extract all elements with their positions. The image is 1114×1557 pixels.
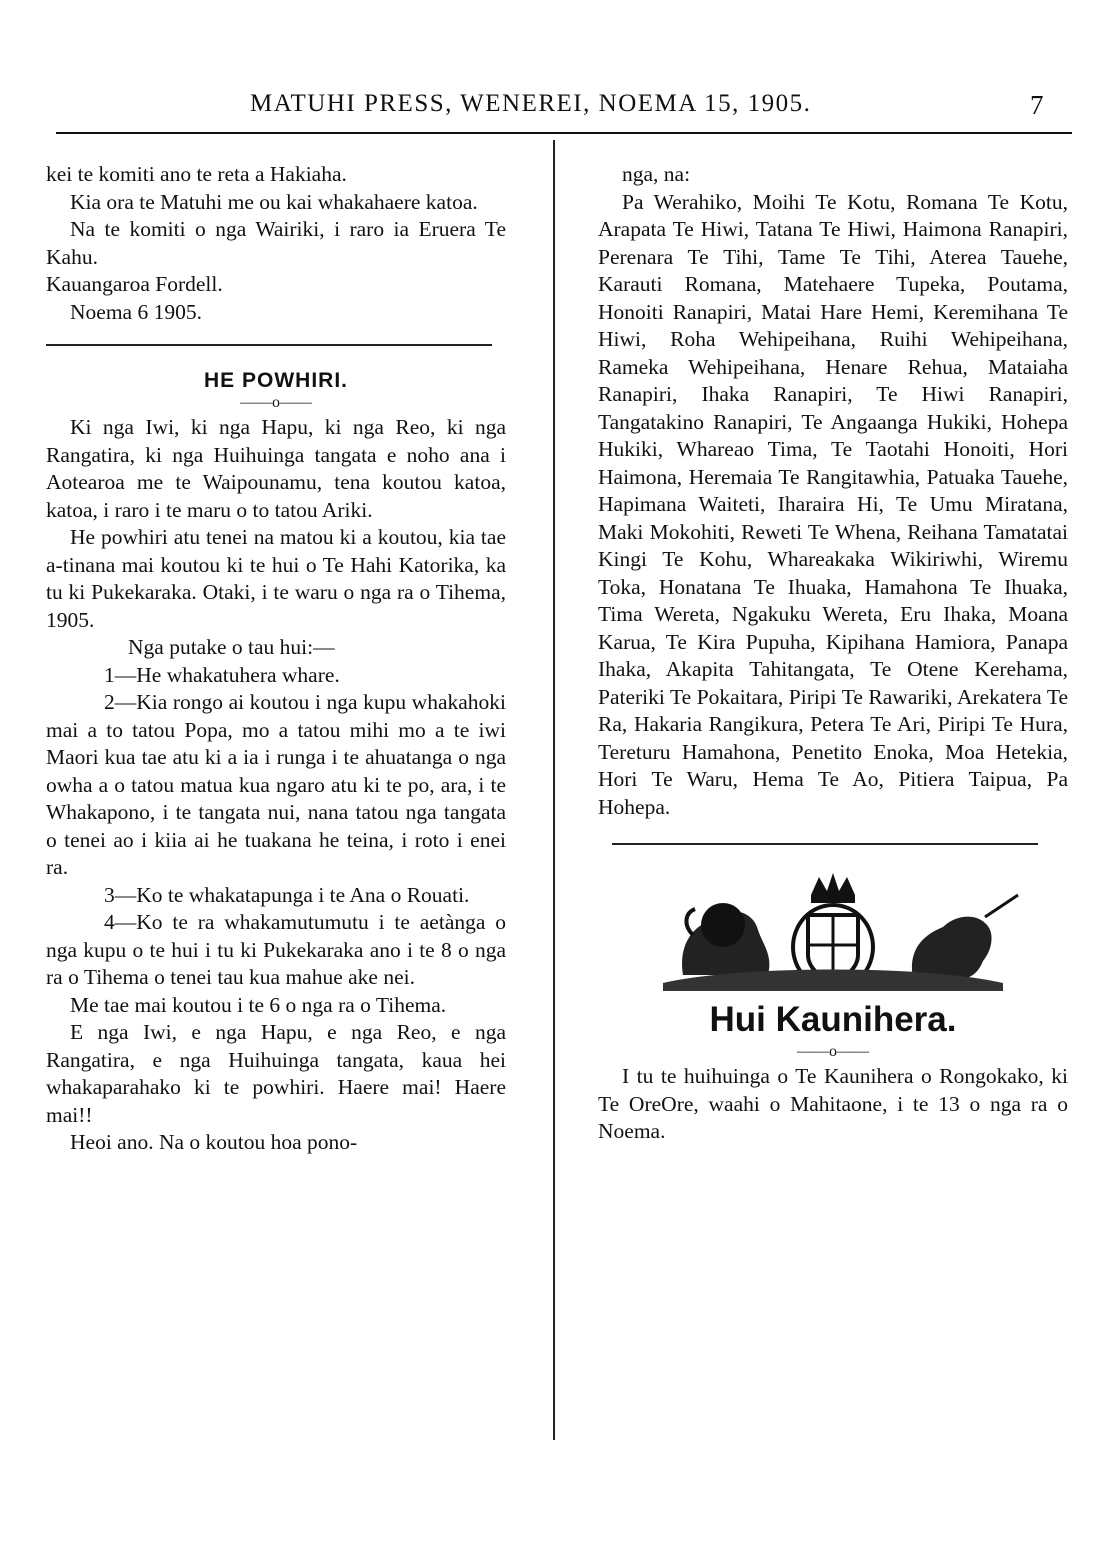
intro-line: kei te komiti ano te reta a Hakiaha.	[46, 162, 347, 186]
column-divider	[553, 140, 555, 1440]
section-title: HE POWHIRI.	[203, 369, 348, 392]
list-item: 3—Ko te whakatapunga i te Ana o Rouati.	[104, 882, 470, 907]
names-list: Pa Werahiko, Moihi Te Kotu, Romana Te Kotu, Arapata Te Hiwi, Tatana Te Hiwi, Haimona Ranapiri, Perenara Te Tihi, Tame Te Tihi, Aterea Tauehe, Karauti Romana, Matehaere Tupeka, Poutama, Honoiti Ranapiri, Matai Hare Hemi, Keremihana Te Hiwi, Roha Wehipeihana, Ruihi Wehipeihana, Rameka Wehipeihana, Henare Rehua, Mataiaha Ranapiri, Ihaka Ranapiri, Te Hiwi Ranapiri, Tangatakino Ranapiri, Te Angaanga Hukiki, Hohepa Hukiki, Whareao Tima, Te Taotahi Honoiti, Hori Haimona, Heremaia Te Rangitawhia, Patuaka Tauehe, Hapimana Waiteti, Iharaira Hi, Te Umu Miratana, Maki Mokohiti, Reweti Te Whena, Reihana Tamatatai Kingi Te Kohu, Whareakaka Wikiriwhi, Wiremu Toka, Honatana Te Ihuaka, Hamahona Te Ihuaka, Tima Wereta, Ngakuku Wereta, Eru Ihaka, Moana Karua, Te Kira Pupuha, Kipihana Hamiora, Panapa Ihaka, Akapita Tahitangata, Te Otene Kerehama, Pateriki Te Pokaitara, Piripi Te Rawariki, Arekatera Te Ra, Hakaria Rangikura, Petera Te Ari, Piripi Te Hura, Tereturu Hamahona, Penetito Enoka, Moa Hetekia, Hori Te Waru, Hema Te Ao, Pitiera Taipua, Pa Hohepa.	[598, 189, 1068, 819]
coat-of-arms-emblem	[623, 865, 1043, 993]
page-header	[0, 84, 1114, 124]
right-column	[598, 161, 1068, 1146]
letter-date: Noema 6 1905.	[70, 299, 202, 324]
list-item: 1—He whakatuhera whare.	[104, 662, 340, 687]
continuation-line: nga, na:	[622, 162, 691, 186]
newspaper-masthead: MATUHI PRESS, WENEREI, NOEMA 15, 1905.	[250, 90, 812, 117]
paragraph: E nga Iwi, e nga Hapu, e nga Reo, e nga Rangatira, e nga Huihuinga tangata, kaua hei whakaparahako ki te powhiri. Haere mai! Haere mai!!	[46, 1020, 506, 1127]
signature: Kauangaroa Fordell.	[46, 272, 223, 296]
section-marker: ——o——	[240, 394, 312, 411]
intro-line: Kia ora te Matuhi me ou kai whakahaere katoa.	[70, 189, 478, 214]
paragraph: Me tae mai koutou i te 6 o nga ra o Tihema.	[70, 992, 447, 1017]
list-item: 2—Kia rongo ai koutou i nga kupu whakahoki mai a to tatou Popa, mo a tatou mihi mo a te iwi Maori kua tae atu ki a ia i runga i te ahuatanga o nga owha a o tatou matua kua ngaro atu ki te po, ara, i te Whakapono, i te tangata nui, nana tatou nga tangata o tenei ao i kiia ai he tuakana he teina, i roto i enei ra.	[46, 690, 506, 879]
section-separator	[46, 344, 492, 346]
page-number: 7	[1030, 90, 1044, 120]
section-separator	[612, 843, 1038, 845]
paragraph: He powhiri atu tenei na matou ki a koutou, kia tae a-tinana mai koutou ki te hui o Te Hahi Katorika, ka tu ki Pukekaraka. Otaki, i te waru o nga ra o Tihema, 1905.	[46, 525, 506, 632]
section-marker: ——o——	[797, 1043, 869, 1060]
paragraph: I tu te huihuinga o Te Kaunihera o Rongokako, ki Te OreOre, waahi o Mahitaone, i te 13 o nga ra o Noema.	[598, 1064, 1068, 1143]
paragraph: Nga putake o tau hui:—	[128, 635, 335, 659]
left-column	[46, 161, 506, 1157]
intro-line: Na te komiti o nga Wairiki, i raro ia Eruera Te Kahu.	[46, 217, 506, 269]
header-rule	[56, 132, 1072, 134]
section-title: Hui Kaunihera.	[709, 1000, 957, 1039]
paragraph: Ki nga Iwi, ki nga Hapu, ki nga Reo, ki nga Rangatira, ki nga Huihuinga tangata e noho ana i Aotearoa me te Waipounamu, tena koutou katoa, katoa, i raro i te maru o to tatou Ariki.	[46, 415, 506, 522]
paragraph: Heoi ano. Na o koutou hoa pono-	[70, 1130, 358, 1154]
coat-of-arms-icon	[623, 865, 1043, 993]
list-item: 4—Ko te ra whakamutumutu i te aetànga o nga kupu o te hui i tu ki Pukekaraka ano i te 8 o nga ra o Tihema o tenei tau kua mahue ake nei.	[46, 910, 506, 989]
